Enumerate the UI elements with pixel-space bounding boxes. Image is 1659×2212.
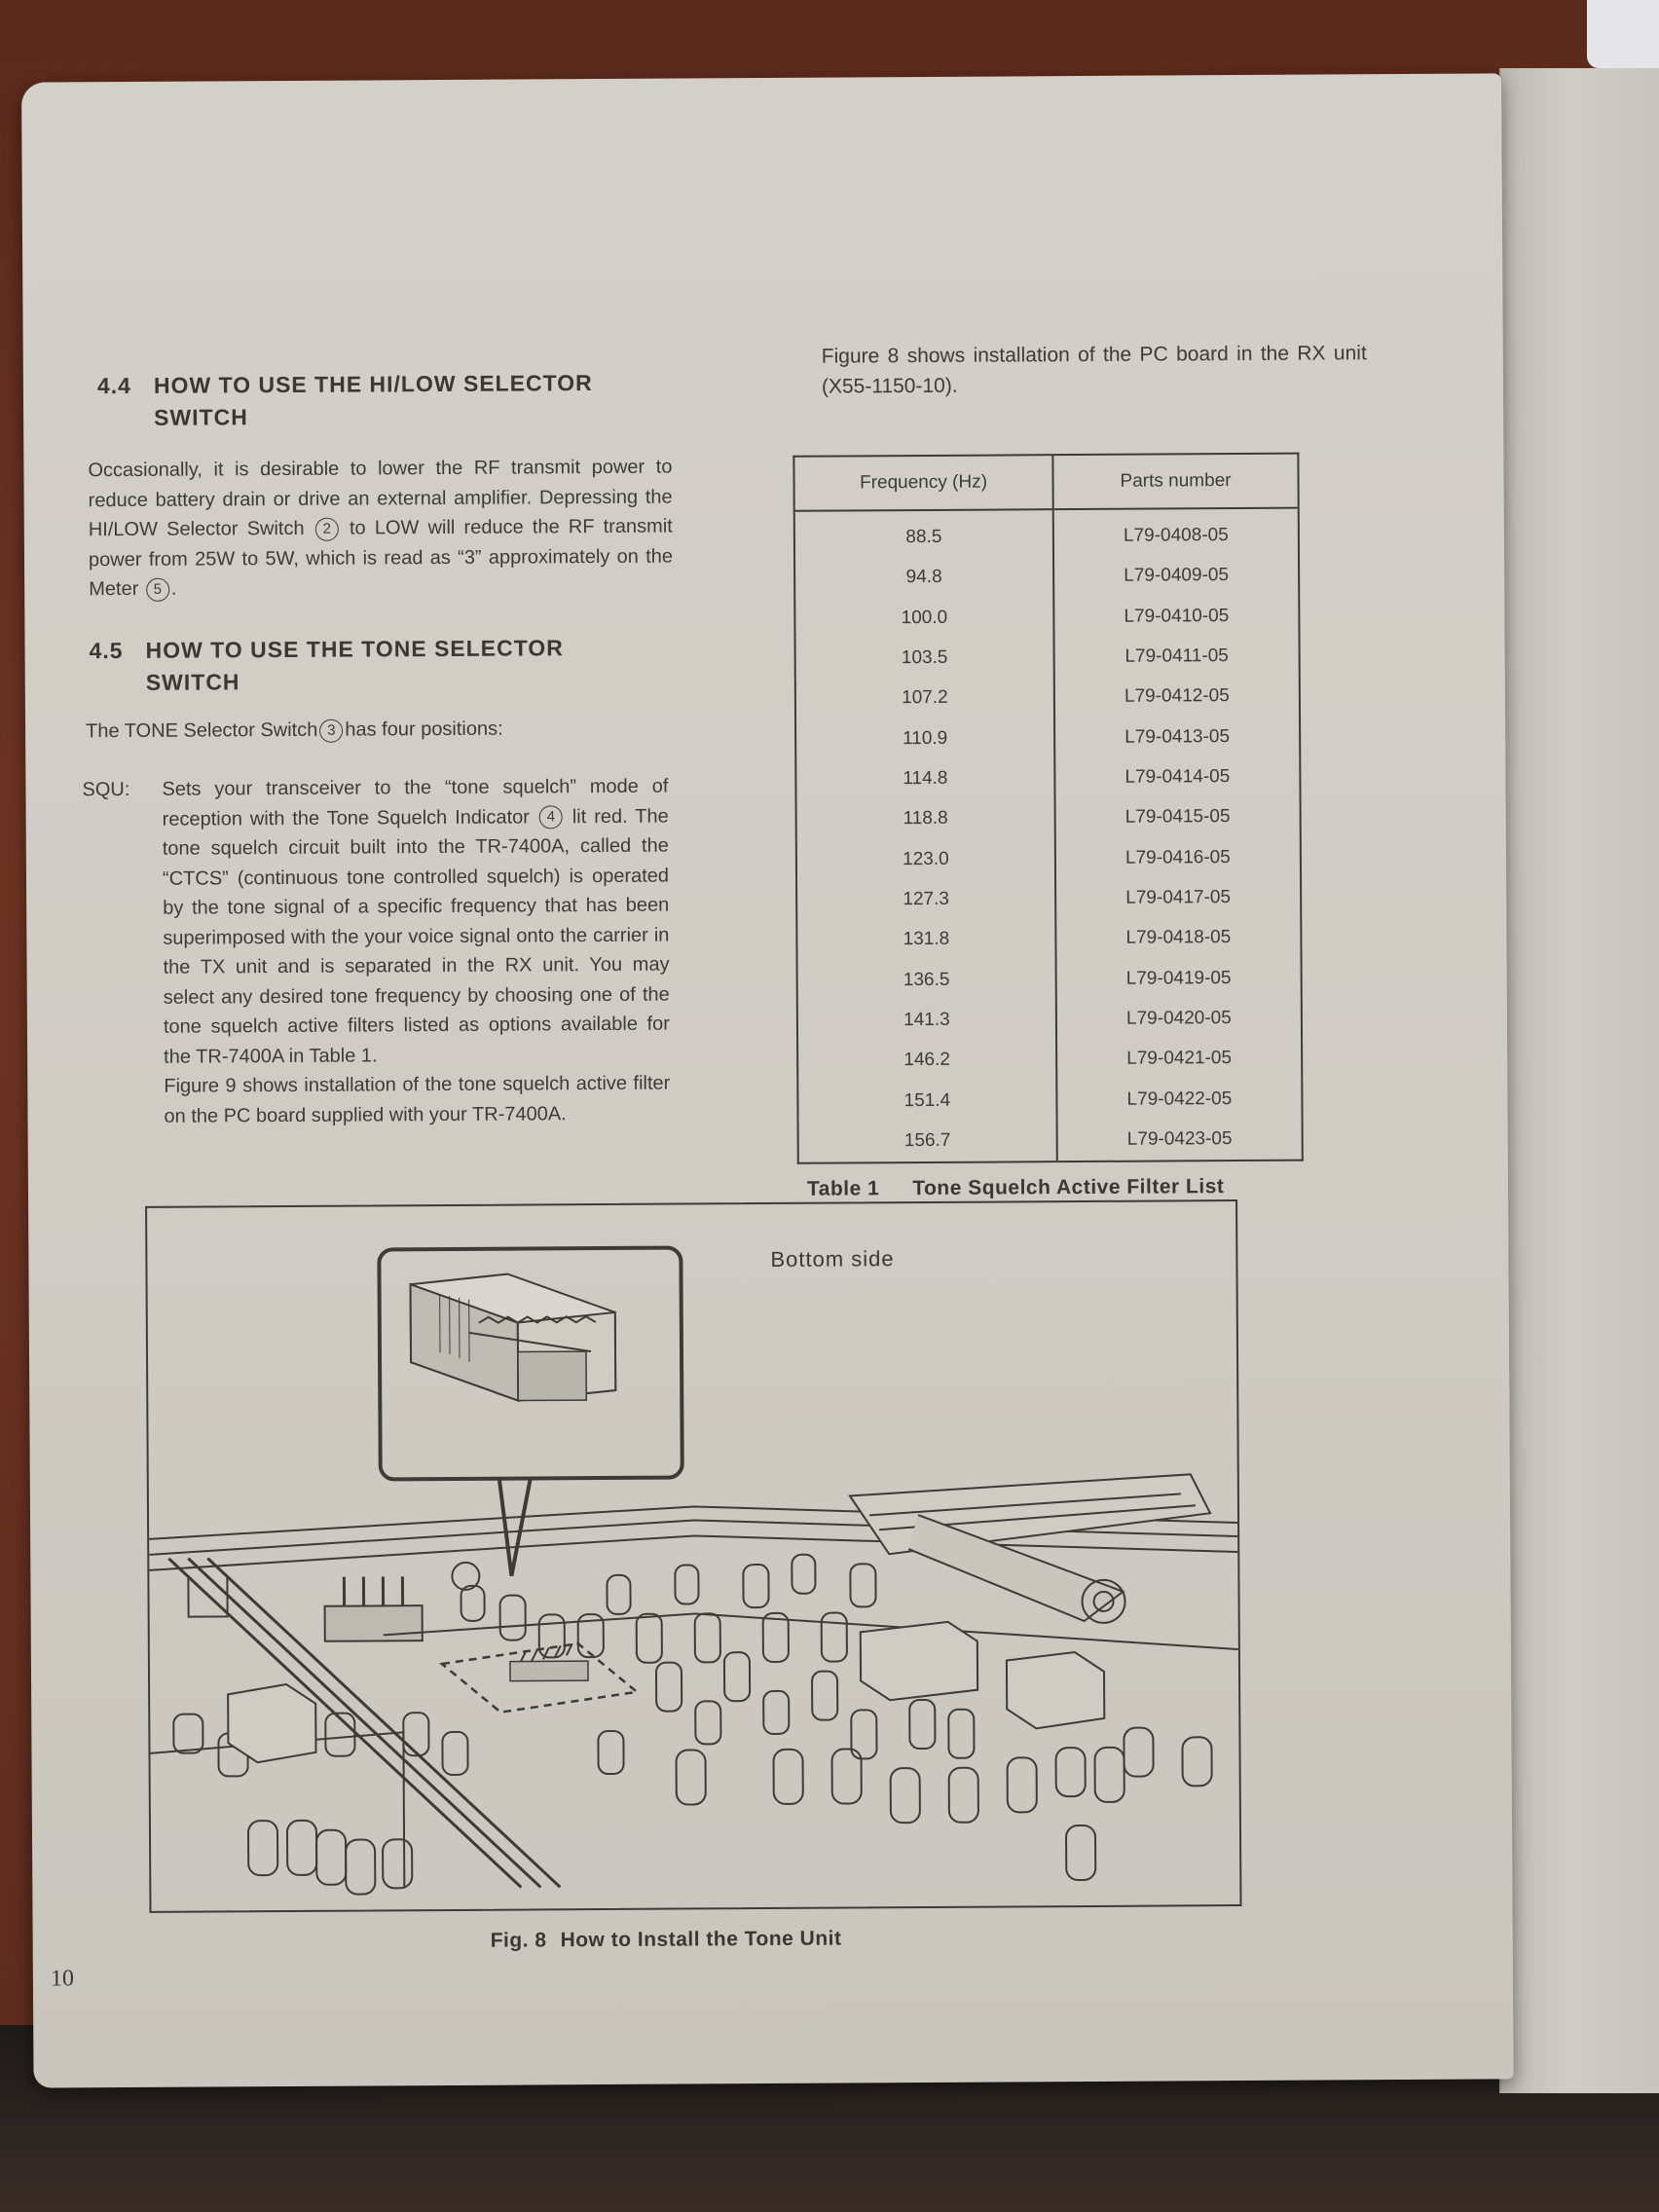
section-4-5-number: 4.5 bbox=[89, 638, 124, 664]
frequency-cell: 156.7 bbox=[798, 1121, 1057, 1163]
col-parts-header: Parts number bbox=[1052, 454, 1298, 510]
parts-number-cell: L79-0410-05 bbox=[1124, 605, 1230, 627]
figure8-intro: Figure 8 shows installation of the PC board in the RX unit (X55-1150-10). bbox=[821, 342, 1367, 398]
callout-pointer bbox=[499, 1478, 532, 1575]
col-frequency-header: Frequency (Hz) bbox=[793, 455, 1052, 511]
ref-5-icon: 5 bbox=[146, 577, 169, 601]
ref-2-icon: 2 bbox=[315, 517, 339, 540]
corner-paper bbox=[1587, 0, 1659, 68]
parts-number-cell: L79-0412-05 bbox=[1124, 685, 1230, 708]
squ-description bbox=[162, 772, 670, 1131]
frequency-cell: 151.4 bbox=[797, 1080, 1056, 1122]
frequency-cell: 141.3 bbox=[797, 1000, 1056, 1042]
table-body bbox=[794, 508, 1303, 1163]
frequency-cell: 123.0 bbox=[796, 838, 1055, 880]
table-row bbox=[795, 676, 1300, 719]
table-row bbox=[797, 1038, 1302, 1082]
frequency-cell: 114.8 bbox=[795, 758, 1054, 800]
hilow-text-3: . bbox=[170, 577, 177, 600]
frequency-cell: 136.5 bbox=[797, 959, 1056, 1001]
section-4-5-title: HOW TO USE THE TONE SELECTOR SWITCH bbox=[145, 635, 564, 695]
figure-caption-text: How to Install the Tone Unit bbox=[560, 1927, 842, 1952]
squ-text-2: lit red. The tone squelch circuit built into the TR-7400A, called the “CTCS” (continuous tone controlled squelch) is operated by the tone signal of a specific frequency that has been superimposed with the your voice signal onto the carrier in the TX unit and is separated in the RX unit. You may select any desired tone frequency by choosing one of the tone squelch active filters listed as options available for the TR-7400A in Table 1. bbox=[162, 805, 671, 1068]
page-number: 10 bbox=[50, 1966, 74, 1992]
table-row bbox=[797, 958, 1302, 1002]
squ-label: SQU: bbox=[82, 778, 130, 801]
tone-selector-intro bbox=[86, 713, 689, 746]
table-row bbox=[795, 717, 1300, 760]
frequency-cell: 127.3 bbox=[796, 879, 1055, 921]
table-row bbox=[794, 555, 1299, 599]
table-caption-text: Tone Squelch Active Filter List bbox=[912, 1175, 1225, 1200]
parts-number-cell: L79-0415-05 bbox=[1124, 806, 1231, 829]
table-row bbox=[796, 917, 1301, 961]
table-row bbox=[796, 877, 1301, 921]
frequency-cell: 118.8 bbox=[796, 798, 1055, 840]
section-4-4-number: 4.4 bbox=[96, 372, 131, 399]
table-row bbox=[795, 636, 1300, 680]
parts-number-cell: L79-0414-05 bbox=[1124, 766, 1231, 788]
parts-number-cell: L79-0416-05 bbox=[1124, 846, 1231, 868]
table-header-row bbox=[793, 454, 1298, 511]
frequency-cell: 131.8 bbox=[796, 919, 1055, 961]
hilow-text-2: to LOW will reduce the RF transmit power from 25W to 5W, which is read as “3” approximately on the Meter bbox=[88, 515, 674, 601]
parts-number-cell: L79-0417-05 bbox=[1125, 887, 1232, 908]
hilow-text-1: Occasionally, it is desirable to lower the RF transmit power to reduce battery drain or drive an external amplifier. Depressing the HI/LOW Selector Switch bbox=[88, 456, 673, 541]
table-row bbox=[794, 596, 1299, 640]
squ-text-1: Sets your transceiver to the “tone squelch” mode of reception with the Tone Squelch Indicator bbox=[162, 775, 669, 830]
table-row bbox=[796, 837, 1301, 881]
pc-board-illustration bbox=[147, 1201, 1239, 1911]
parts-number-cell: L79-0408-05 bbox=[1123, 524, 1229, 546]
tone-intro-text-2: has four positions: bbox=[345, 718, 503, 741]
section-4-4-heading bbox=[97, 367, 682, 435]
ref-4-icon: 4 bbox=[539, 805, 563, 829]
frequency-cell: 88.5 bbox=[794, 509, 1053, 558]
parts-number-cell: L79-0411-05 bbox=[1124, 645, 1229, 667]
table-row bbox=[795, 756, 1300, 800]
section-4-4-title: HOW TO USE THE HI/LOW SELECTOR SWITCH bbox=[153, 370, 593, 430]
tone-intro-text-1: The TONE Selector Switch bbox=[86, 719, 318, 743]
table-row bbox=[798, 1119, 1303, 1163]
table-row bbox=[796, 796, 1301, 840]
figure-8-frame bbox=[145, 1199, 1241, 1913]
table-row bbox=[797, 1079, 1302, 1123]
tone-filter-table bbox=[793, 453, 1303, 1164]
facing-page-edge bbox=[1499, 68, 1659, 2093]
section-4-5-heading bbox=[89, 632, 673, 700]
frequency-cell: 94.8 bbox=[794, 557, 1053, 599]
table-row bbox=[794, 508, 1299, 559]
frequency-cell: 100.0 bbox=[794, 597, 1053, 639]
figure-caption bbox=[491, 1927, 977, 1953]
section-4-4-body bbox=[88, 453, 673, 605]
figure-caption-label: Fig. 8 bbox=[490, 1929, 547, 1952]
frequency-cell: 110.9 bbox=[795, 718, 1054, 759]
parts-number-cell: L79-0422-05 bbox=[1126, 1088, 1233, 1110]
parts-number-cell: L79-0418-05 bbox=[1125, 927, 1232, 949]
frequency-cell: 103.5 bbox=[795, 638, 1054, 680]
active-filter-module-drawing bbox=[411, 1273, 616, 1401]
table-caption-label: Table 1 bbox=[806, 1177, 880, 1200]
parts-number-cell: L79-0423-05 bbox=[1126, 1128, 1233, 1150]
parts-number-cell: L79-0419-05 bbox=[1125, 967, 1232, 989]
parts-number-cell: L79-0409-05 bbox=[1124, 565, 1230, 587]
bottom-side-label: Bottom side bbox=[770, 1246, 895, 1272]
table-row bbox=[797, 998, 1302, 1042]
ref-3-icon: 3 bbox=[319, 719, 343, 742]
parts-number-cell: L79-0413-05 bbox=[1124, 725, 1231, 748]
manual-page bbox=[21, 73, 1514, 2087]
frequency-cell: 146.2 bbox=[797, 1040, 1056, 1082]
squ-text-3: Figure 9 shows installation of the tone squelch active filter on the PC board supplied with your TR-7400A. bbox=[164, 1072, 671, 1127]
table-caption bbox=[807, 1174, 1352, 1200]
parts-number-cell: L79-0421-05 bbox=[1126, 1048, 1233, 1070]
parts-number-cell: L79-0420-05 bbox=[1125, 1008, 1232, 1029]
frequency-cell: 107.2 bbox=[795, 678, 1054, 719]
